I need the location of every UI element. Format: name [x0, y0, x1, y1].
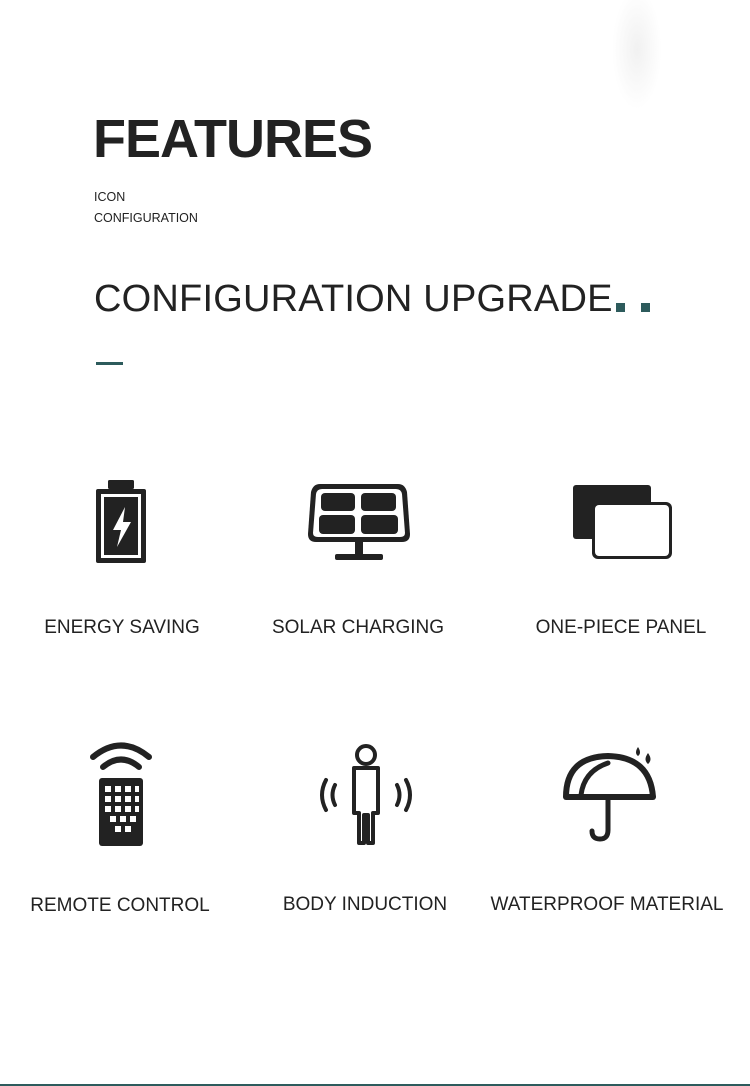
- feature-label: ONE-PIECE PANEL: [535, 617, 707, 638]
- panel-icon: [570, 482, 676, 562]
- feature-label: BODY INDUCTION: [282, 894, 448, 915]
- accent-dot: [641, 303, 650, 312]
- accent-dash: [96, 362, 123, 365]
- remote-control-icon: [86, 740, 156, 850]
- feature-label: SOLAR CHARGING: [271, 617, 445, 638]
- feature-label: ENERGY SAVING: [44, 617, 200, 638]
- solar-panel-icon: [306, 480, 412, 564]
- section-heading: CONFIGURATION UPGRADE: [94, 278, 613, 320]
- body-induction-icon: [313, 743, 419, 847]
- umbrella-icon: [561, 745, 661, 843]
- subtitle-icon: ICON: [94, 190, 126, 204]
- battery-icon: [92, 478, 152, 568]
- feature-remote-control: [0, 735, 240, 915]
- feature-one-piece-panel: [501, 470, 741, 650]
- feature-solar-charging: [238, 470, 478, 650]
- feature-energy-saving: [2, 470, 242, 650]
- feature-label: REMOTE CONTROL: [30, 895, 210, 916]
- page-title: FEATURES: [93, 109, 373, 169]
- feature-body-induction: [245, 735, 485, 915]
- feature-waterproof-material: [487, 735, 727, 915]
- subtitle-configuration: CONFIGURATION: [94, 211, 198, 225]
- feature-label: WATERPROOF MATERIAL: [490, 894, 724, 915]
- background-smudge: [612, 0, 662, 110]
- accent-dot: [616, 303, 625, 312]
